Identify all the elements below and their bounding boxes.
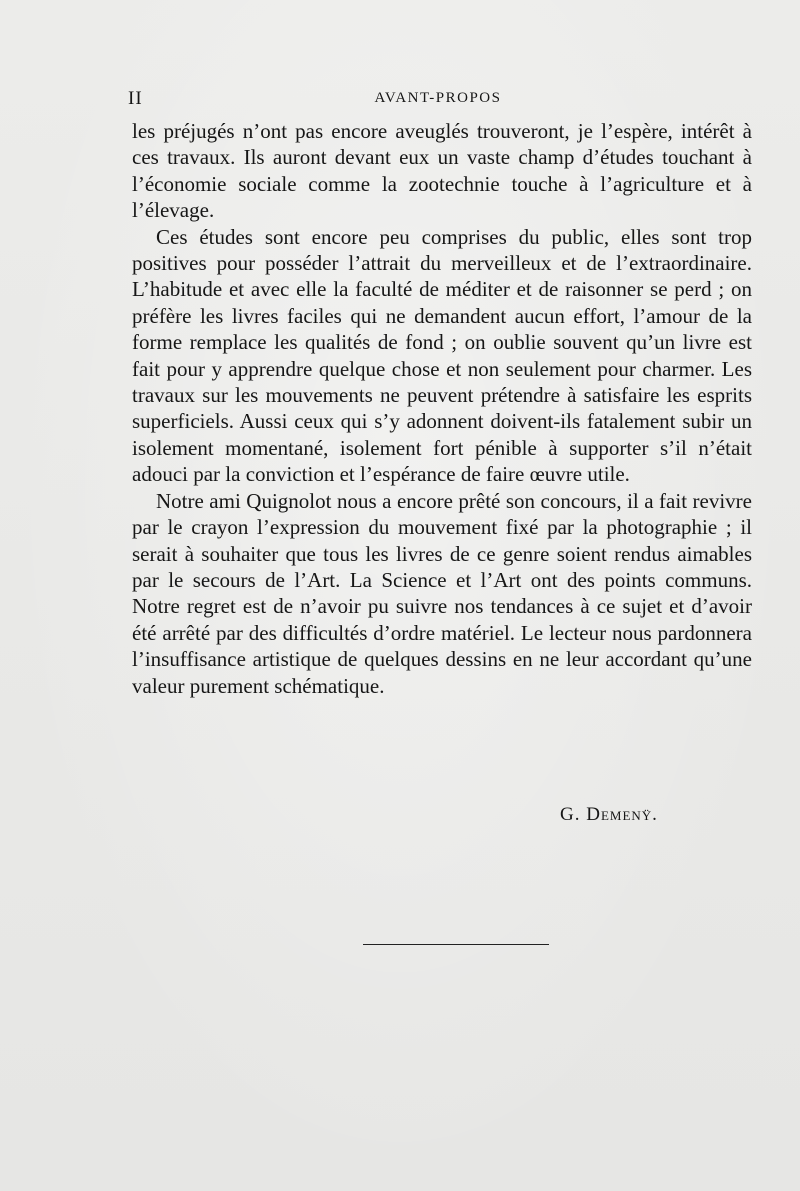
paragraph-3: Notre ami Quignolot nous a encore prêté son concours, il a fait revivre par le crayon l’expression du mouvement fixé par la photographie ; il serait à souhaiter que tous les livres de ce genre soient rendus aimables par le secours de l’Art. La Science et l’Art ont des points communs. Notre regret est de n’avoir pu suivre nos tendances à ce sujet et d’avoir été arrêté par des difficultés d’ordre matériel. Le lecteur nous pardonnera l’insuffisance artistique de quelques dessins en ne leur accordant qu’une valeur purement schématique. (132, 488, 752, 698)
section-rule (363, 944, 549, 945)
page-number: II (128, 88, 143, 109)
paragraph-2: Ces études sont encore peu comprises du public, elles sont trop positives pour posséder l’attrait du merveilleux et de l’extraordinaire. L’habitude et avec elle la faculté de méditer et de raisonner se perd ; on préfère les livres faciles qui ne demandent aucun effort, l’amour de la forme remplace les qualités de fond ; on oublie souvent qu’un livre est fait pour y apprendre quelque chose et non seulement pour charmer. Les travaux sur les mouvements ne peuvent prétendre à satisfaire les esprits superficiels. Aussi ceux qui s’y adonnent doivent-ils fatalement subir un isolement momentané, isolement fort pénible à supporter s’il n’était adouci par la conviction et l’espérance de faire œuvre utile. (132, 224, 752, 487)
body-text (132, 118, 752, 699)
running-head: AVANT-PROPOS (374, 90, 502, 106)
page-header (128, 88, 748, 112)
paragraph-1: les préjugés n’ont pas encore aveuglés trouveront, je l’espère, intérêt à ces travaux. Ils auront devant eux un vaste champ d’études touchant à l’économie sociale comme la zootechnie touche à l’agriculture et à l’élevage. (132, 119, 752, 223)
author-signature: G. Demenÿ. (560, 804, 658, 825)
